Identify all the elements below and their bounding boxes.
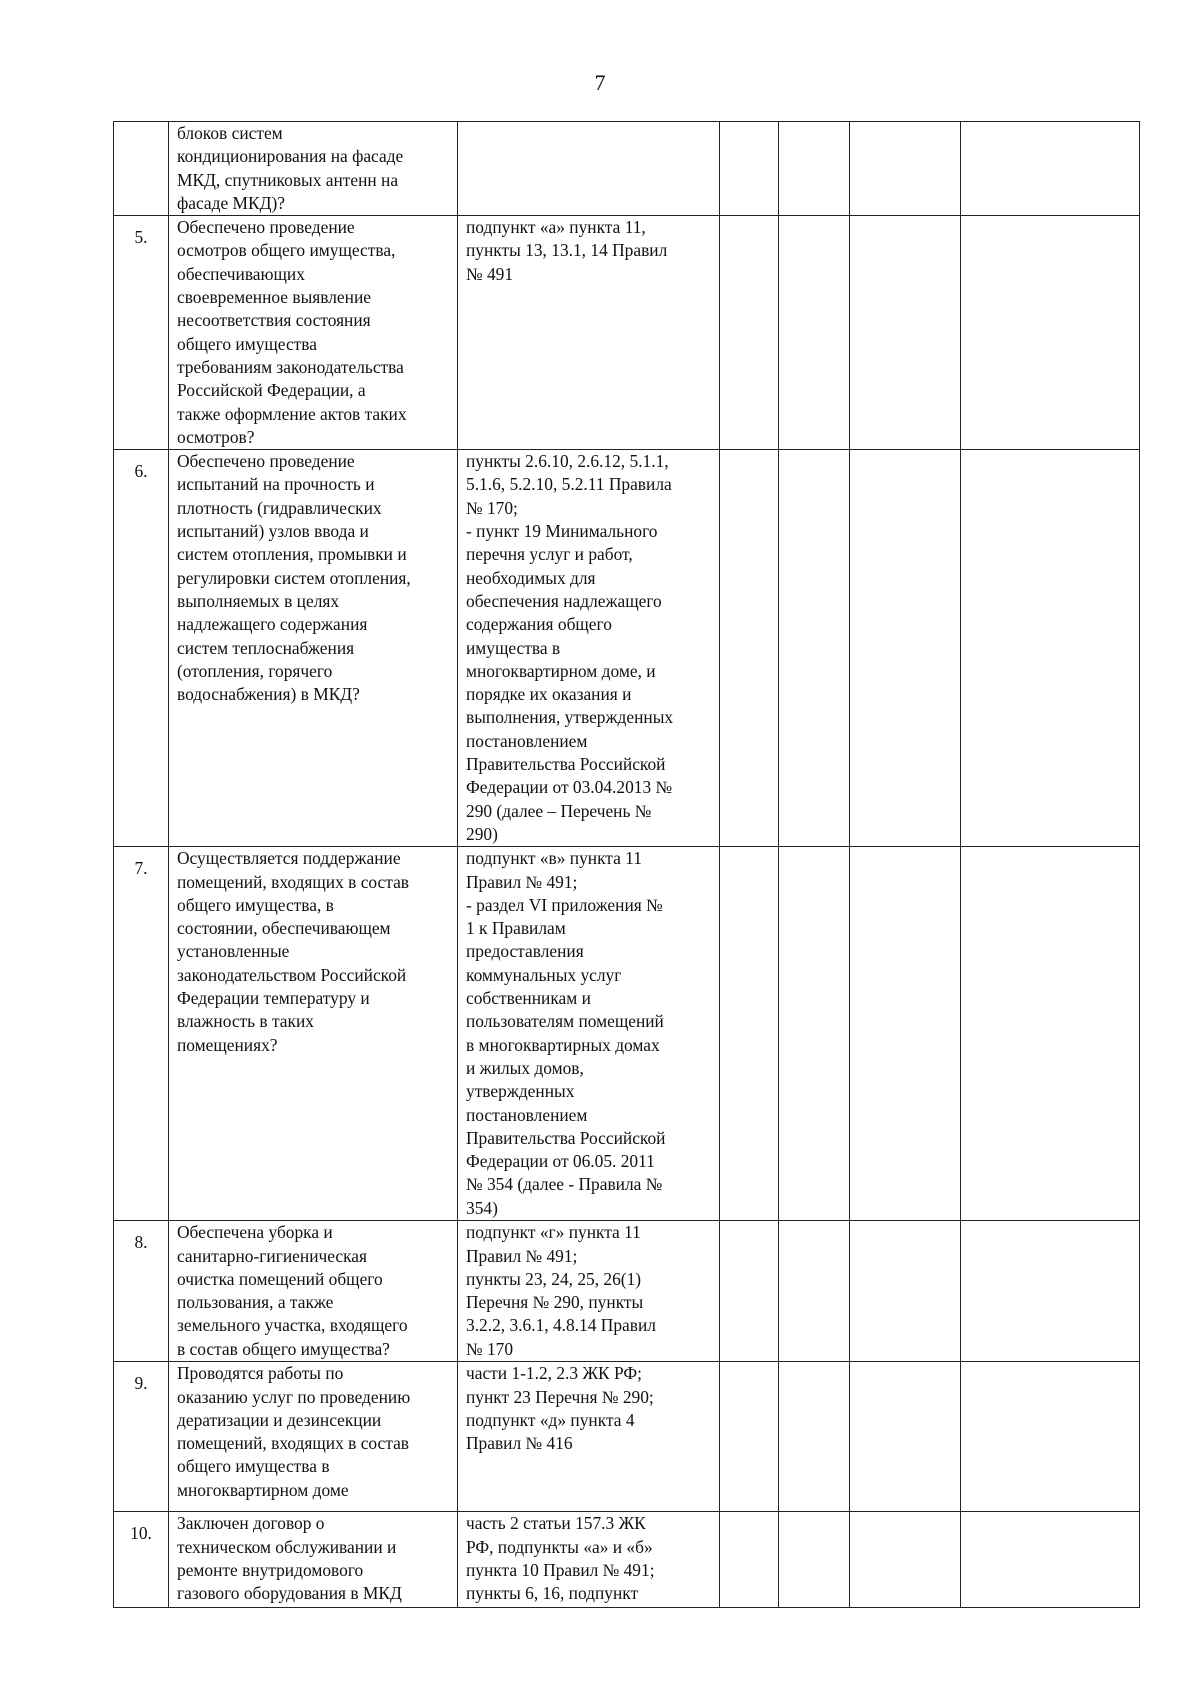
answer-no-cell	[779, 847, 850, 1221]
table-row	[114, 1512, 1140, 1608]
row-number: 5.	[114, 216, 169, 450]
comment-cell	[961, 122, 1140, 216]
comment-cell	[961, 450, 1140, 847]
reference-cell: подпункт «а» пункта 11, пункты 13, 13.1, 14 Правил № 491	[458, 216, 720, 450]
question-cell: Заключен договор о техническом обслуживании и ремонте внутридомового газового оборудования в МКД	[169, 1512, 458, 1608]
answer-na-cell	[850, 122, 961, 216]
answer-na-cell	[850, 450, 961, 847]
row-number	[114, 122, 169, 216]
table-row	[114, 450, 1140, 847]
comment-cell	[961, 216, 1140, 450]
answer-na-cell	[850, 1362, 961, 1512]
question-cell: Обеспечено проведение испытаний на прочность и плотность (гидравлических испытаний) узлов ввода и систем отопления, промывки и регулировки систем отопления, выполняемых в целях надлежащего содержания систем теплоснабжения (отопления, горячего водоснабжения) в МКД?	[169, 450, 458, 847]
question-cell: Осуществляется поддержание помещений, входящих в состав общего имущества, в состоянии, обеспечивающем установленные законодательством Российской Федерации температуру и влажность в таких помещениях?	[169, 847, 458, 1221]
answer-yes-cell	[720, 1512, 779, 1608]
answer-no-cell	[779, 216, 850, 450]
comment-cell	[961, 1362, 1140, 1512]
question-cell: Обеспечена уборка и санитарно-гигиеническая очистка помещений общего пользования, а также земельного участка, входящего в состав общего имущества?	[169, 1221, 458, 1362]
checklist-table	[113, 121, 1140, 1608]
comment-cell	[961, 1221, 1140, 1362]
answer-na-cell	[850, 1221, 961, 1362]
reference-cell: подпункт «в» пункта 11 Правил № 491; - раздел VI приложения № 1 к Правилам предоставления коммунальных услуг собственникам и пользователям помещений в многоквартирных домах и жилых домов, утвержденных постановлением Правительства Российской Федерации от 06.05. 2011 № 354 (далее - Правила № 354)	[458, 847, 720, 1221]
reference-cell: пункты 2.6.10, 2.6.12, 5.1.1, 5.1.6, 5.2.10, 5.2.11 Правила № 170; - пункт 19 Минимального перечня услуг и работ, необходимых для обеспечения надлежащего содержания общего имущества в многоквартирном доме, и порядке их оказания и выполнения, утвержденных постановлением Правительства Российской Федерации от 03.04.2013 № 290 (далее – Перечень № 290)	[458, 450, 720, 847]
question-cell: Проводятся работы по оказанию услуг по проведению дератизации и дезинсекции помещений, входящих в состав общего имущества в многоквартирном доме	[169, 1362, 458, 1512]
answer-yes-cell	[720, 216, 779, 450]
answer-yes-cell	[720, 1362, 779, 1512]
answer-yes-cell	[720, 450, 779, 847]
page-number: 7	[594, 70, 606, 95]
answer-yes-cell	[720, 847, 779, 1221]
table-row	[114, 216, 1140, 450]
answer-yes-cell	[720, 122, 779, 216]
row-number: 8.	[114, 1221, 169, 1362]
answer-na-cell	[850, 216, 961, 450]
reference-cell: части 1-1.2, 2.3 ЖК РФ; пункт 23 Перечня № 290; подпункт «д» пункта 4 Правил № 416	[458, 1362, 720, 1512]
table-row	[114, 847, 1140, 1221]
table-row	[114, 1362, 1140, 1512]
table-row	[114, 1221, 1140, 1362]
reference-cell	[458, 122, 720, 216]
reference-cell: часть 2 статьи 157.3 ЖК РФ, подпункты «а» и «б» пункта 10 Правил № 491; пункты 6, 16, подпункт	[458, 1512, 720, 1608]
row-number: 10.	[114, 1512, 169, 1608]
question-cell: Обеспечено проведение осмотров общего имущества, обеспечивающих своевременное выявление несоответствия состояния общего имущества требованиям законодательства Российской Федерации, а также оформление актов таких осмотров?	[169, 216, 458, 450]
answer-no-cell	[779, 1362, 850, 1512]
answer-no-cell	[779, 1221, 850, 1362]
answer-no-cell	[779, 450, 850, 847]
answer-no-cell	[779, 122, 850, 216]
answer-no-cell	[779, 1512, 850, 1608]
row-number: 6.	[114, 450, 169, 847]
comment-cell	[961, 1512, 1140, 1608]
answer-na-cell	[850, 1512, 961, 1608]
row-number: 9.	[114, 1362, 169, 1512]
row-number: 7.	[114, 847, 169, 1221]
reference-cell: подпункт «г» пункта 11 Правил № 491; пункты 23, 24, 25, 26(1) Перечня № 290, пункты 3.2.2, 3.6.1, 4.8.14 Правил № 170	[458, 1221, 720, 1362]
answer-yes-cell	[720, 1221, 779, 1362]
comment-cell	[961, 847, 1140, 1221]
answer-na-cell	[850, 847, 961, 1221]
question-cell: блоков систем кондиционирования на фасаде МКД, спутниковых антенн на фасаде МКД)?	[169, 122, 458, 216]
table-row	[114, 122, 1140, 216]
